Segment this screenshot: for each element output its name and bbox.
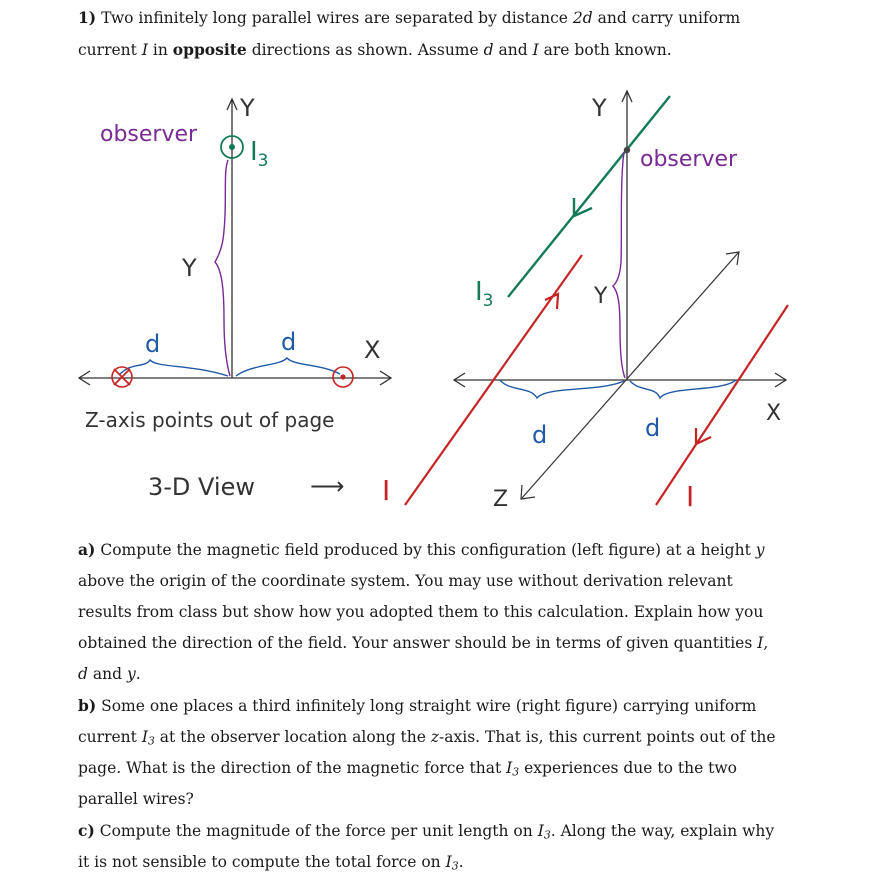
right-height-label: Y — [594, 284, 608, 309]
right-observer-label: observer — [640, 147, 738, 172]
part-b-text-1: Some one places a third infinitely long straight wire (right figure) carrying uniform current — [78, 697, 757, 746]
left-x-axis-label: X — [364, 336, 381, 364]
part-b-text-2: at the observer location along the — [159, 728, 426, 746]
problem-parts — [78, 534, 778, 878]
part-a-text-1: Compute the magnetic field produced by this configuration (left figure) at a height — [100, 541, 751, 559]
part-b-i3-2: $I_3$ — [506, 759, 520, 779]
right-x-axis-label: X — [766, 401, 782, 426]
part-c — [78, 815, 778, 878]
intro-opposite: opposite — [172, 40, 247, 59]
part-b-label: b) — [78, 696, 97, 715]
intro-text-4: directions as shown. Assume — [251, 41, 479, 59]
intro-current-2: I — [532, 41, 539, 59]
part-b-i3: $I_3$ — [141, 728, 155, 748]
right-d-label-right: d — [645, 414, 661, 442]
intro-text-3: in — [152, 41, 168, 59]
part-a-end: . — [135, 665, 141, 683]
part-c-end: . — [458, 853, 464, 871]
intro-text-2: and carry uniform current — [78, 9, 741, 59]
right-wire-left-arrow-icon — [545, 294, 558, 309]
left-figure — [79, 94, 391, 507]
intro-text-5: and — [498, 41, 528, 59]
left-current-i-label: I — [382, 474, 391, 507]
part-a-d: d — [78, 665, 88, 683]
left-wire-into-page-icon — [112, 367, 132, 387]
right-d-label-left: d — [532, 421, 548, 449]
left-i3-label: $I_3$ — [250, 137, 269, 171]
left-d-brace-left — [120, 360, 228, 376]
problem-number: 1) — [78, 8, 97, 27]
intro-d: d — [483, 41, 494, 59]
left-wire-out-of-page-icon — [333, 367, 353, 387]
left-d-label-left: d — [145, 330, 161, 358]
part-c-text-1: Compute the magnitude of the force per unit length on — [99, 822, 533, 840]
right-height-brace — [613, 152, 625, 378]
left-d-brace-right — [236, 358, 340, 376]
part-b-text-3: -axis. That is, this current points out of the page. What is the direction of the magnetic force that — [78, 728, 776, 777]
left-observer-label: observer — [100, 122, 198, 147]
right-y-axis-label: Y — [592, 94, 607, 122]
right-z-axis-label: Z — [493, 487, 509, 512]
right-current-i-label: I — [686, 480, 695, 513]
part-a-label: a) — [78, 540, 96, 559]
left-height-brace — [215, 160, 230, 376]
part-a-text-2: above the origin of the coordinate system. You may use without derivation relevant results from class but show how you adopted them to this calculation. Explain how you obtained the direction of the field. Your answer should be in terms of given quantities — [78, 572, 764, 652]
part-a-y-2: y — [126, 665, 136, 683]
right-figure — [405, 91, 788, 513]
right-i3-wire — [508, 96, 670, 297]
left-d-label-right: d — [281, 328, 297, 356]
part-b-text-4: experiences due to the two parallel wires? — [78, 759, 738, 808]
intro-text-1: Two infinitely long parallel wires are separated by distance — [101, 9, 568, 27]
intro-current: I — [141, 41, 148, 59]
intro-separation: 2d — [572, 9, 593, 27]
right-d-brace-left — [500, 380, 624, 398]
view-arrow-icon: ⟶ — [310, 472, 345, 500]
part-c-text-2: . Along the way, explain why it is not sensible to compute the total force on — [78, 822, 775, 871]
part-c-i3-2: $I_3$ — [445, 853, 459, 873]
right-d-brace-right — [630, 380, 736, 398]
right-i3-label: $I_3$ — [475, 277, 494, 311]
part-b-z: z — [430, 728, 440, 746]
right-z-axis — [522, 253, 738, 498]
intro-text-6: are both known. — [543, 41, 672, 59]
part-c-i3: $I_3$ — [537, 822, 551, 842]
part-a-and: and — [92, 665, 123, 683]
left-height-label: Y — [182, 254, 197, 282]
part-a-current: I — [757, 634, 764, 652]
part-a-y: y — [755, 541, 765, 559]
right-observer-dot — [624, 147, 630, 153]
left-z-axis-note: Z-axis points out of page — [85, 408, 335, 432]
part-b — [78, 690, 778, 815]
left-y-axis-label: Y — [240, 94, 255, 122]
part-c-label: c) — [78, 821, 95, 840]
part-a: a) Compute the magnetic field produced by this configuration (left figure) at a height y above the origin of the coordinate system. You may use without derivation relevant results from class but show how you adopted them to this calculation. Explain how you obtained the direction of the field. Your answer should be in terms of given quantities I, d and y. — [78, 540, 769, 683]
view-caption: 3-D View — [148, 473, 255, 501]
